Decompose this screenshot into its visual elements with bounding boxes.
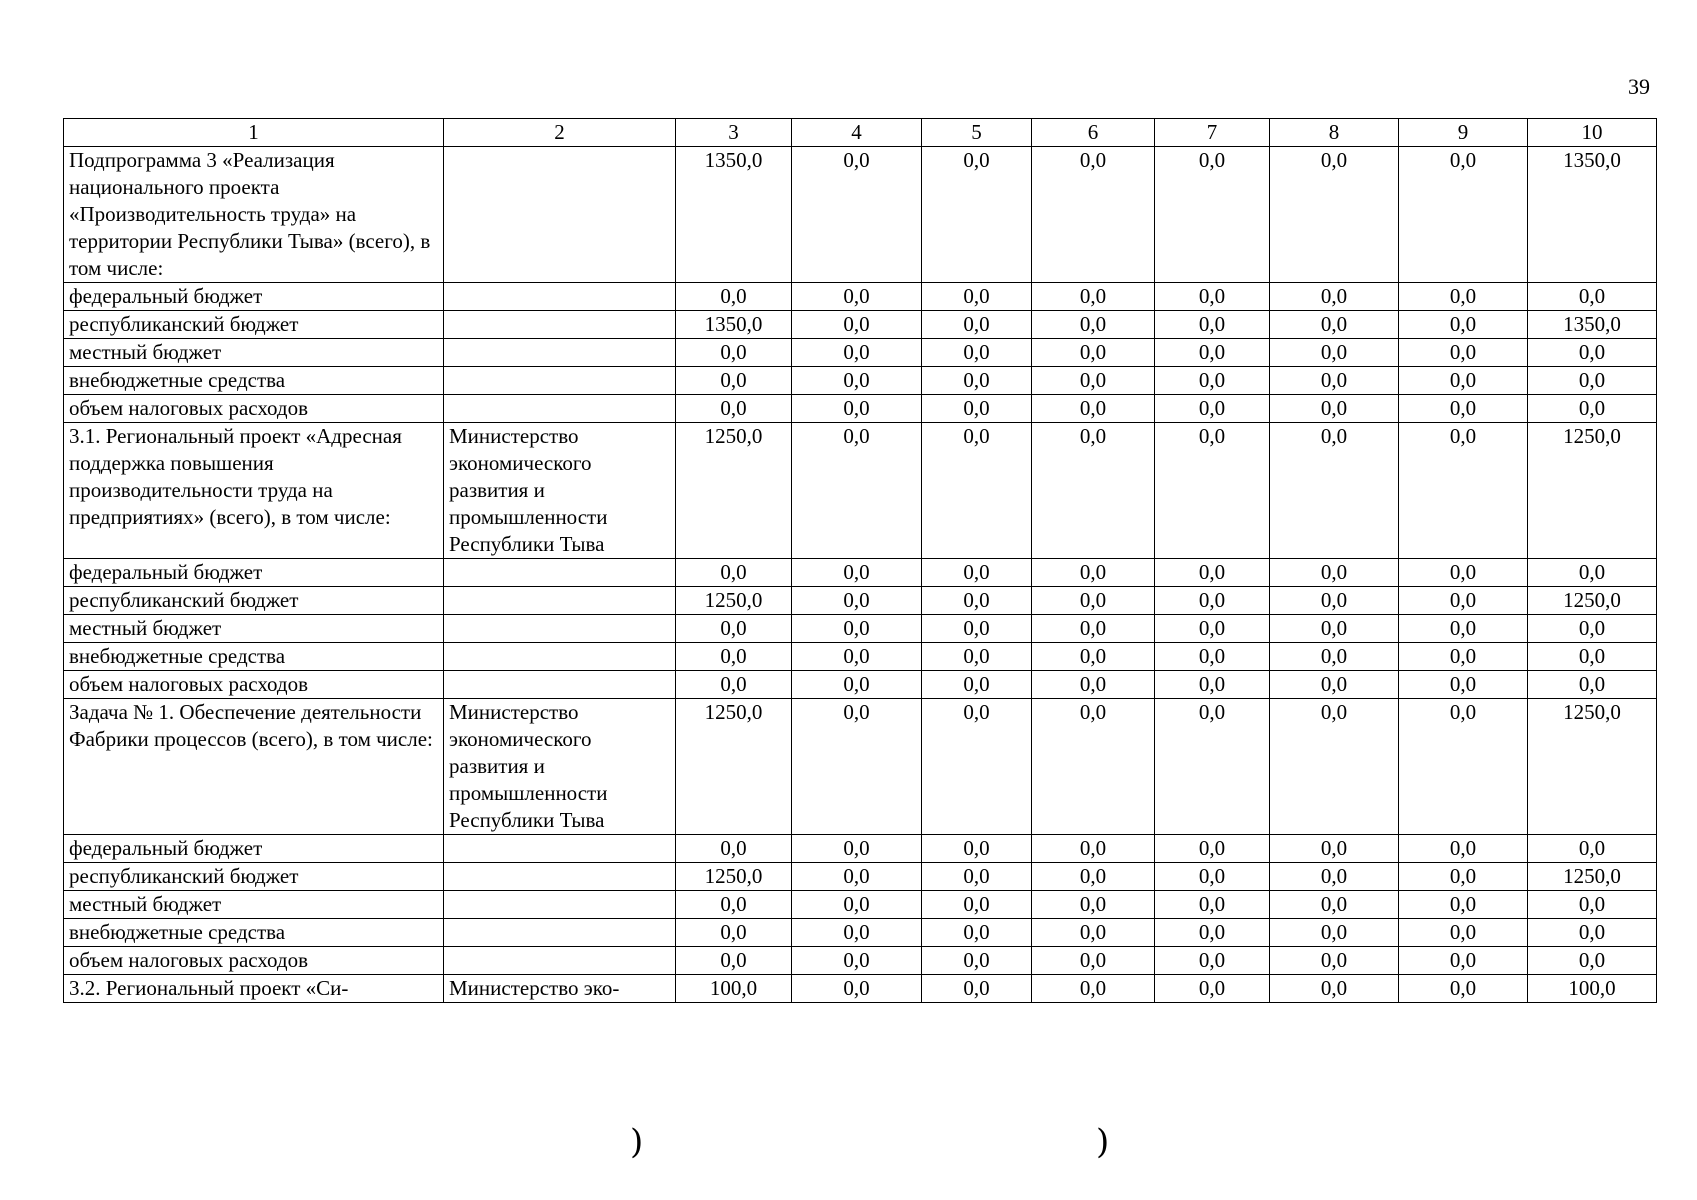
value-cell: 1350,0 [676,311,792,339]
value-cell: 0,0 [1155,863,1270,891]
value-cell: 0,0 [922,891,1032,919]
value-cell: 0,0 [1399,835,1528,863]
value-cell: 0,0 [792,283,922,311]
value-cell: 0,0 [1399,919,1528,947]
value-cell: 0,0 [922,587,1032,615]
row-description: федеральный бюджет [64,559,444,587]
table-row [64,147,1657,283]
value-cell: 0,0 [1399,699,1528,835]
value-cell: 0,0 [1399,147,1528,283]
value-cell: 0,0 [1270,283,1399,311]
value-cell: 0,0 [922,643,1032,671]
value-cell: 0,0 [922,975,1032,1003]
value-cell: 0,0 [922,423,1032,559]
value-cell: 100,0 [676,975,792,1003]
value-cell: 0,0 [1270,339,1399,367]
page-number: 39 [1628,74,1650,99]
value-cell: 0,0 [1032,423,1155,559]
value-cell: 0,0 [1155,891,1270,919]
value-cell: 0,0 [1270,423,1399,559]
value-cell: 0,0 [922,699,1032,835]
table-row [64,835,1657,863]
value-cell: 0,0 [792,699,922,835]
column-header: 4 [792,119,922,147]
value-cell: 0,0 [1155,615,1270,643]
value-cell: 0,0 [1270,919,1399,947]
table-body [64,147,1657,1003]
value-cell: 0,0 [1032,891,1155,919]
value-cell: 0,0 [1270,559,1399,587]
value-cell: 0,0 [676,559,792,587]
value-cell: 0,0 [922,671,1032,699]
row-responsible-org: Министерство экономического развития и промышленности Республики Тыва [444,699,676,835]
row-responsible-org [444,919,676,947]
value-cell: 0,0 [792,919,922,947]
value-cell: 0,0 [792,311,922,339]
value-cell: 0,0 [1270,975,1399,1003]
value-cell: 1250,0 [676,423,792,559]
value-cell: 0,0 [922,395,1032,423]
table-row [64,891,1657,919]
value-cell: 1250,0 [1528,863,1657,891]
table-row [64,615,1657,643]
table-row [64,423,1657,559]
value-cell: 0,0 [1528,947,1657,975]
value-cell: 0,0 [1032,339,1155,367]
value-cell: 1250,0 [676,699,792,835]
table-row [64,975,1657,1003]
row-responsible-org [444,587,676,615]
value-cell: 0,0 [676,339,792,367]
value-cell: 0,0 [676,283,792,311]
value-cell: 0,0 [1032,367,1155,395]
value-cell: 0,0 [1270,367,1399,395]
row-description: внебюджетные средства [64,643,444,671]
value-cell: 0,0 [922,947,1032,975]
value-cell: 0,0 [792,643,922,671]
value-cell: 0,0 [1528,339,1657,367]
value-cell: 0,0 [1032,671,1155,699]
value-cell: 0,0 [1528,671,1657,699]
value-cell: 0,0 [1155,643,1270,671]
value-cell: 0,0 [1032,615,1155,643]
value-cell: 0,0 [1399,311,1528,339]
value-cell: 0,0 [1155,339,1270,367]
value-cell: 0,0 [922,919,1032,947]
column-header: 7 [1155,119,1270,147]
row-description: республиканский бюджет [64,311,444,339]
row-responsible-org [444,147,676,283]
value-cell: 0,0 [676,615,792,643]
value-cell: 0,0 [922,283,1032,311]
row-responsible-org [444,671,676,699]
table-row [64,671,1657,699]
value-cell: 0,0 [676,947,792,975]
value-cell: 0,0 [1155,283,1270,311]
table-row [64,367,1657,395]
table-row [64,283,1657,311]
value-cell: 0,0 [1528,919,1657,947]
value-cell: 0,0 [1399,671,1528,699]
table-row [64,919,1657,947]
row-description: объем налоговых расходов [64,947,444,975]
column-header: 10 [1528,119,1657,147]
budget-table [63,118,1657,1003]
value-cell: 0,0 [676,891,792,919]
value-cell: 0,0 [1399,367,1528,395]
value-cell: 0,0 [1399,863,1528,891]
value-cell: 1250,0 [1528,587,1657,615]
value-cell: 0,0 [1399,643,1528,671]
value-cell: 1250,0 [1528,699,1657,835]
row-description: федеральный бюджет [64,835,444,863]
value-cell: 0,0 [1032,395,1155,423]
value-cell: 0,0 [792,147,922,283]
row-responsible-org [444,339,676,367]
row-description: внебюджетные средства [64,367,444,395]
column-header: 9 [1399,119,1528,147]
value-cell: 0,0 [1528,367,1657,395]
value-cell: 0,0 [792,395,922,423]
value-cell: 0,0 [1528,283,1657,311]
value-cell: 100,0 [1528,975,1657,1003]
value-cell: 0,0 [676,835,792,863]
value-cell: 0,0 [1399,587,1528,615]
row-responsible-org [444,891,676,919]
row-description: объем налоговых расходов [64,395,444,423]
value-cell: 0,0 [1270,863,1399,891]
row-description: внебюджетные средства [64,919,444,947]
value-cell: 0,0 [1399,975,1528,1003]
table-row [64,339,1657,367]
value-cell: 0,0 [1155,311,1270,339]
value-cell: 0,0 [1155,395,1270,423]
value-cell: 0,0 [1528,615,1657,643]
value-cell: 0,0 [1270,671,1399,699]
row-description: федеральный бюджет [64,283,444,311]
value-cell: 0,0 [792,559,922,587]
value-cell: 0,0 [1032,559,1155,587]
value-cell: 0,0 [676,643,792,671]
footer-mark: ) [630,1122,644,1162]
row-responsible-org [444,395,676,423]
header-row [64,119,1657,147]
value-cell: 0,0 [1270,891,1399,919]
row-responsible-org [444,615,676,643]
value-cell: 0,0 [676,919,792,947]
value-cell: 0,0 [1155,671,1270,699]
column-header: 8 [1270,119,1399,147]
value-cell: 0,0 [792,423,922,559]
value-cell: 0,0 [1032,587,1155,615]
value-cell: 0,0 [1155,423,1270,559]
value-cell: 0,0 [1528,835,1657,863]
value-cell: 0,0 [1528,559,1657,587]
row-description: республиканский бюджет [64,863,444,891]
value-cell: 0,0 [792,891,922,919]
value-cell: 0,0 [676,395,792,423]
value-cell: 0,0 [792,367,922,395]
value-cell: 0,0 [1399,395,1528,423]
value-cell: 0,0 [1032,643,1155,671]
value-cell: 0,0 [1155,559,1270,587]
value-cell: 0,0 [922,863,1032,891]
value-cell: 1350,0 [1528,147,1657,283]
value-cell: 0,0 [1399,615,1528,643]
value-cell: 0,0 [1155,147,1270,283]
row-description: объем налоговых расходов [64,671,444,699]
value-cell: 0,0 [1270,147,1399,283]
row-responsible-org [444,863,676,891]
value-cell: 0,0 [1270,835,1399,863]
row-responsible-org [444,283,676,311]
value-cell: 0,0 [1528,891,1657,919]
value-cell: 0,0 [1032,975,1155,1003]
value-cell: 0,0 [1032,919,1155,947]
value-cell: 0,0 [1032,147,1155,283]
value-cell: 0,0 [792,339,922,367]
row-responsible-org: Министерство эко- [444,975,676,1003]
row-description: Подпрограмма 3 «Реализация национального проекта «Производительность труда» на территории Республики Тыва» (всего), в том числе: [64,147,444,283]
footer-mark: ) [1096,1122,1110,1162]
value-cell: 0,0 [792,587,922,615]
value-cell: 0,0 [1270,643,1399,671]
value-cell: 0,0 [792,835,922,863]
table-row [64,587,1657,615]
table-row [64,643,1657,671]
value-cell: 0,0 [1032,835,1155,863]
value-cell: 0,0 [1155,835,1270,863]
row-description: местный бюджет [64,339,444,367]
table-row [64,559,1657,587]
value-cell: 0,0 [922,835,1032,863]
value-cell: 0,0 [1399,283,1528,311]
value-cell: 1250,0 [1528,423,1657,559]
table-row [64,311,1657,339]
row-responsible-org [444,835,676,863]
value-cell: 0,0 [1270,699,1399,835]
value-cell: 0,0 [792,947,922,975]
value-cell: 1250,0 [676,863,792,891]
row-responsible-org [444,311,676,339]
value-cell: 0,0 [1270,587,1399,615]
value-cell: 0,0 [1155,975,1270,1003]
value-cell: 0,0 [1032,283,1155,311]
value-cell: 1250,0 [676,587,792,615]
value-cell: 1350,0 [1528,311,1657,339]
row-responsible-org [444,559,676,587]
value-cell: 0,0 [792,863,922,891]
value-cell: 0,0 [1528,395,1657,423]
value-cell: 0,0 [676,671,792,699]
value-cell: 1350,0 [676,147,792,283]
value-cell: 0,0 [792,615,922,643]
row-responsible-org: Министерство экономического развития и промышленности Республики Тыва [444,423,676,559]
row-description: Задача № 1. Обеспечение деятельности Фабрики процессов (всего), в том числе: [64,699,444,835]
value-cell: 0,0 [1270,947,1399,975]
column-header: 6 [1032,119,1155,147]
value-cell: 0,0 [1155,919,1270,947]
value-cell: 0,0 [922,367,1032,395]
value-cell: 0,0 [1032,699,1155,835]
column-header: 1 [64,119,444,147]
row-description: местный бюджет [64,891,444,919]
value-cell: 0,0 [1399,891,1528,919]
column-header: 3 [676,119,792,147]
value-cell: 0,0 [922,339,1032,367]
value-cell: 0,0 [1399,947,1528,975]
value-cell: 0,0 [1155,587,1270,615]
value-cell: 0,0 [1399,423,1528,559]
value-cell: 0,0 [676,367,792,395]
value-cell: 0,0 [792,671,922,699]
value-cell: 0,0 [1032,311,1155,339]
value-cell: 0,0 [1155,367,1270,395]
row-description: 3.1. Региональный проект «Адресная поддержка повышения производительности труда на предприятиях» (всего), в том числе: [64,423,444,559]
table-row [64,395,1657,423]
table-row [64,947,1657,975]
value-cell: 0,0 [792,975,922,1003]
value-cell: 0,0 [922,615,1032,643]
row-responsible-org [444,367,676,395]
column-header: 2 [444,119,676,147]
row-responsible-org [444,947,676,975]
value-cell: 0,0 [1270,615,1399,643]
row-description: республиканский бюджет [64,587,444,615]
value-cell: 0,0 [1399,339,1528,367]
value-cell: 0,0 [1155,947,1270,975]
row-responsible-org [444,643,676,671]
value-cell: 0,0 [1528,643,1657,671]
table-row [64,699,1657,835]
value-cell: 0,0 [922,559,1032,587]
value-cell: 0,0 [1399,559,1528,587]
row-description: 3.2. Региональный проект «Си- [64,975,444,1003]
value-cell: 0,0 [922,311,1032,339]
value-cell: 0,0 [1032,947,1155,975]
value-cell: 0,0 [1155,699,1270,835]
value-cell: 0,0 [1032,863,1155,891]
value-cell: 0,0 [1270,311,1399,339]
column-header: 5 [922,119,1032,147]
value-cell: 0,0 [1270,395,1399,423]
row-description: местный бюджет [64,615,444,643]
value-cell: 0,0 [922,147,1032,283]
table-row [64,863,1657,891]
